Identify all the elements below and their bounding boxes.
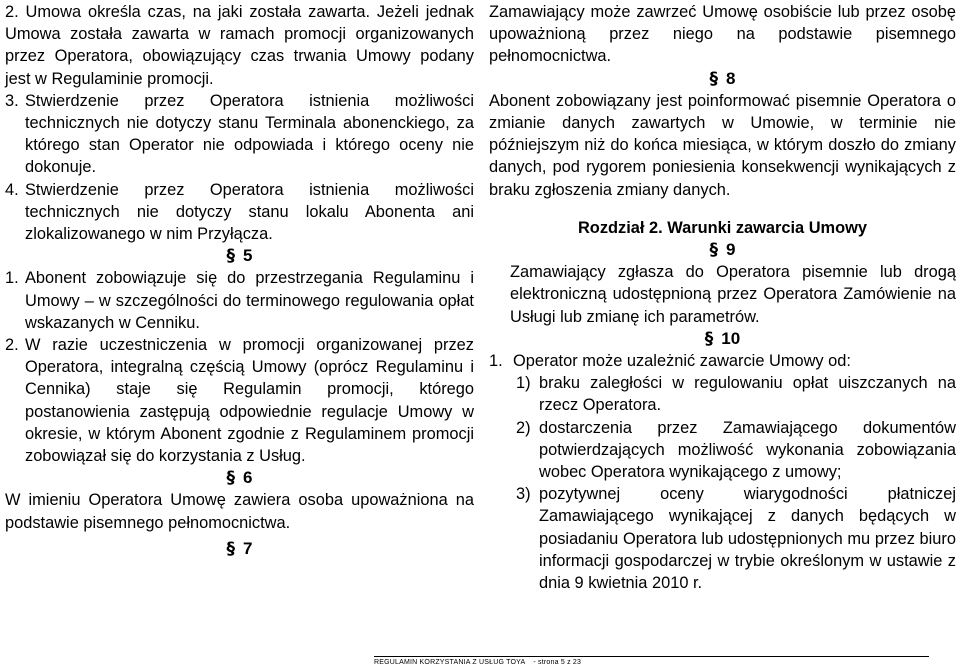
section-number: 8 xyxy=(726,68,736,88)
paragraph-text: Abonent zobowiązuje się do przestrzegania Regulaminu i Umowy – w szczególności do terminowego regulowania opłat wskazanych w Cenniku. xyxy=(25,269,474,332)
list-item-number: 1) xyxy=(516,374,531,393)
section-symbol: § xyxy=(226,468,236,489)
section-number: 10 xyxy=(721,328,741,348)
section-number: 5 xyxy=(243,246,253,266)
section-number: 6 xyxy=(243,468,253,488)
paragraph-8: Abonent zobowiązany jest poinformować pisemnie Operatora o zmianie danych zawartych w Umowie, w terminie nie późniejszym niż do końca miesiąca, w którym doszło do zmiany danych, pod rygorem poniesienia konsekwencji wynikających z braku zgłoszenia zmiany danych. xyxy=(489,91,956,199)
paragraph-text: Stwierdzenie przez Operatora istnienia możliwości technicznych nie dotyczy stanu lokalu Abonenta ani zlokalizowanego w nim Przyłącza. xyxy=(25,180,474,244)
paragraph-number: 3. xyxy=(5,91,19,110)
section-heading-9 xyxy=(489,239,956,261)
section-number: 7 xyxy=(243,538,253,558)
section-symbol: § xyxy=(709,240,719,261)
list-item xyxy=(489,417,956,484)
list-item xyxy=(489,483,956,594)
footer-title: REGULAMIN KORZYSTANIA Z USŁUG TOYA xyxy=(374,659,526,666)
section-symbol: § xyxy=(226,246,236,267)
paragraph-6: W imieniu Operatora Umowę zawiera osoba upoważniona na podstawie pisemnego pełnomocnictwa. xyxy=(5,491,474,532)
section-heading-7 xyxy=(5,538,474,560)
list-item-text: braku zaległości w regulowaniu opłat uiszczanych na rzecz Operatora. xyxy=(539,374,956,415)
section-heading-8 xyxy=(489,68,956,90)
paragraph-5-1 xyxy=(5,267,474,334)
paragraph-text: Operator może uzależnić zawarcie Umowy od: xyxy=(513,352,851,371)
list-item-number: 2) xyxy=(516,418,531,437)
section-heading-6 xyxy=(5,467,474,489)
paragraph-5-2 xyxy=(5,334,474,467)
list-item-text: pozytywnej oceny wiarygodności płatniczej Zamawiającego wynikającej z danych będących w posiadaniu Operatora lub udostępnionych mu przez biuro informacji gospodarczej w trybie określonym w ustawie z dnia 9 kwietnia 2010 r. xyxy=(539,485,956,593)
paragraph-number: 1. xyxy=(489,352,503,371)
list-item xyxy=(489,372,956,416)
footer-page-number: - strona 5 z 23 xyxy=(533,659,582,666)
section-symbol: § xyxy=(709,68,719,89)
paragraph-7: Zamawiający może zawrzeć Umowę osobiście lub przez osobę upoważnioną przez niego na podstawie pisemnego pełnomocnictwa. xyxy=(489,3,956,66)
paragraph-4-2: 2. Umowa określa czas, na jaki została zawarta. Jeżeli jednak Umowa została zawarta w ramach promocji organizowanych przez Operatora, obowiązujący czas trwania Umowy podany jest w Regulaminie promocji. xyxy=(5,3,474,88)
section-symbol: § xyxy=(226,538,236,559)
paragraph-10-1 xyxy=(489,350,956,372)
list-item-text: dostarczenia przez Zamawiającego dokumentów potwierdzających możliwość wykonania zobowiązania wobec Operatora wynikającego z umowy; xyxy=(539,418,956,482)
paragraph-number: 1. xyxy=(5,269,19,288)
section-symbol: § xyxy=(704,328,714,349)
left-column xyxy=(5,1,474,560)
paragraph-9: Zamawiający zgłasza do Operatora pisemnie lub drogą elektroniczną udostępnioną przez Operatora Zamówienie na Usługi lub zmianę ich parametrów. xyxy=(510,263,956,326)
paragraph-4-3 xyxy=(5,90,474,179)
page-footer xyxy=(374,656,929,667)
list-item-number: 3) xyxy=(516,485,531,504)
right-column xyxy=(489,1,956,594)
paragraph-text: Stwierdzenie przez Operatora istnienia możliwości technicznych nie dotyczy stanu Terminala abonenckiego, za którego stan Operator nie odpowiada i którego oceny nie dokonuje. xyxy=(25,91,474,177)
chapter-heading: Rozdział 2. Warunki zawarcia Umowy xyxy=(577,218,868,237)
section-number: 9 xyxy=(726,240,736,260)
paragraph-4-4 xyxy=(5,179,474,246)
section-heading-5 xyxy=(5,245,474,267)
paragraph-text: W razie uczestniczenia w promocji organizowanej przez Operatora, integralną częścią Umowy (oprócz Regulaminu i Cennika) staje się Regulamin promocji, którego postanowienia zastępują odpowiednie regulacje Umowy w okresie, w którym Abonent zgodnie z Regulaminem promocji zobowiązał się do korzystania z Usług. xyxy=(25,336,474,466)
section-heading-10 xyxy=(489,328,956,350)
paragraph-number: 4. xyxy=(5,180,19,199)
paragraph-number: 2. xyxy=(5,336,19,355)
